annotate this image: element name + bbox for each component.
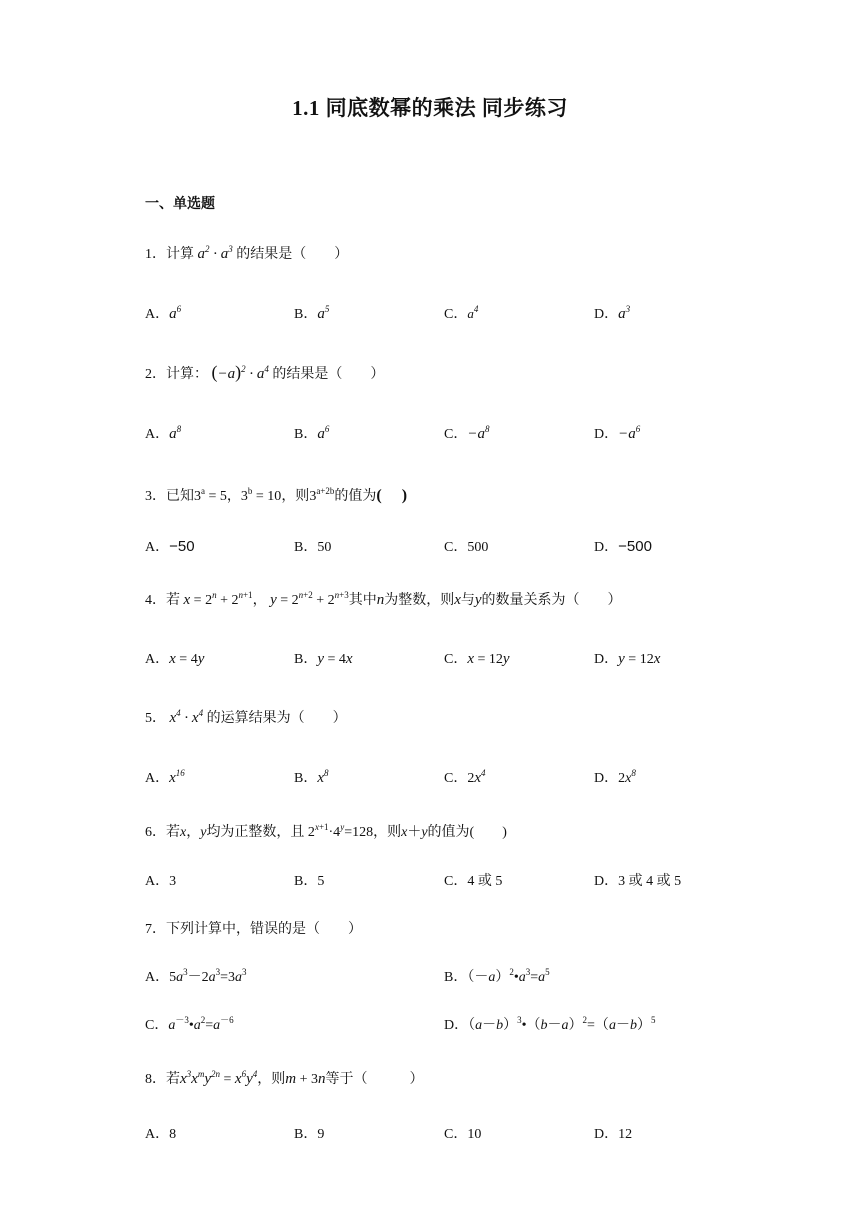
q3-option-c[interactable]: C．500 <box>444 540 489 555</box>
section-heading: 一、单选题 <box>145 197 215 212</box>
q7-option-c[interactable]: C．$a^{-3}•a^2=a^{-6}$ <box>145 1015 234 1033</box>
q8-option-b[interactable]: B．9 <box>294 1127 325 1142</box>
question-1: 1．计算 $a^2 \cdot a^3$ 的结果是（ ） <box>145 244 349 262</box>
q5-option-d[interactable]: D．$2x^8$ <box>594 768 636 786</box>
q8-option-a[interactable]: A．8 <box>145 1127 177 1142</box>
q2-option-a[interactable]: A．$a^8$ <box>145 424 182 442</box>
q5-option-a[interactable]: A．$x^{16}$ <box>145 768 185 786</box>
question-7: 7．下列计算中，错误的是（ ） <box>145 922 362 937</box>
question-3: 3．已知$3^a = 5$，$3^b = 10$，则$3^{a+2b}$的值为( ) <box>145 486 408 504</box>
q1-option-a[interactable]: A．$a^6$ <box>145 304 182 322</box>
q1-option-d[interactable]: D．$a^3$ <box>594 304 631 322</box>
q1-option-b[interactable]: B．$a^5$ <box>294 304 330 322</box>
q3-option-a[interactable]: A．−50 <box>145 538 195 555</box>
q2-option-c[interactable]: C．$-a^8$ <box>444 424 490 442</box>
q6-option-a[interactable]: A．3 <box>145 874 177 889</box>
q3-option-d[interactable]: D．−500 <box>594 538 652 555</box>
q8-option-d[interactable]: D．12 <box>594 1127 633 1142</box>
q7-option-b[interactable]: B．$(-a)^2•a^3=a^5$ <box>444 967 550 985</box>
question-5: 5． $x^4 \cdot x^4$ 的运算结果为（ ） <box>145 708 347 726</box>
question-8: 8．若$x^3x^my^{2n} = x^6y^4$，则m + 3n等于（ ） <box>145 1069 424 1087</box>
q2-option-b[interactable]: B．$a^6$ <box>294 424 330 442</box>
q5-option-b[interactable]: B．$x^8$ <box>294 768 329 786</box>
q4-option-c[interactable]: C．x = 12y <box>444 651 510 667</box>
question-2: 2．计算： $(-a)^2 \cdot a^4$ 的结果是（ ） <box>145 362 385 382</box>
q4-option-b[interactable]: B．y = 4x <box>294 651 353 667</box>
question-6: 6．若x，y均为正整数，且 $2^{x+1}\cdot 4^y=128$，则x＋y的值为( ) <box>145 822 507 840</box>
q7-option-d[interactable]: D．$(a-b)^3•(b-a)^2=(a-b)^5$ <box>444 1015 656 1033</box>
q7-option-a[interactable]: A．$5a^3-2a^3=3a^3$ <box>145 967 247 985</box>
question-4: 4．若 $x = 2^n + 2^{n+1}$， $y = 2^{n+2} + 2^{n+3}$其中n为整数，则x与y的数量关系为（ ） <box>145 590 622 608</box>
q6-option-c[interactable]: C．4 或 5 <box>444 874 503 889</box>
q3-option-b[interactable]: B．50 <box>294 540 332 555</box>
q6-option-b[interactable]: B．5 <box>294 874 325 889</box>
q8-option-c[interactable]: C．10 <box>444 1127 482 1142</box>
q6-option-d[interactable]: D．3 或 4 或 5 <box>594 874 682 889</box>
page-title: 1.1 同底数幂的乘法 同步练习 <box>292 96 568 120</box>
q2-option-d[interactable]: D．$-a^6$ <box>594 424 641 442</box>
q4-option-a[interactable]: A．x = 4y <box>145 651 205 667</box>
q1-option-c[interactable]: C．$a^4$ <box>444 304 479 322</box>
q5-option-c[interactable]: C．$2x^4$ <box>444 768 486 786</box>
q4-option-d[interactable]: D．y = 12x <box>594 651 661 667</box>
